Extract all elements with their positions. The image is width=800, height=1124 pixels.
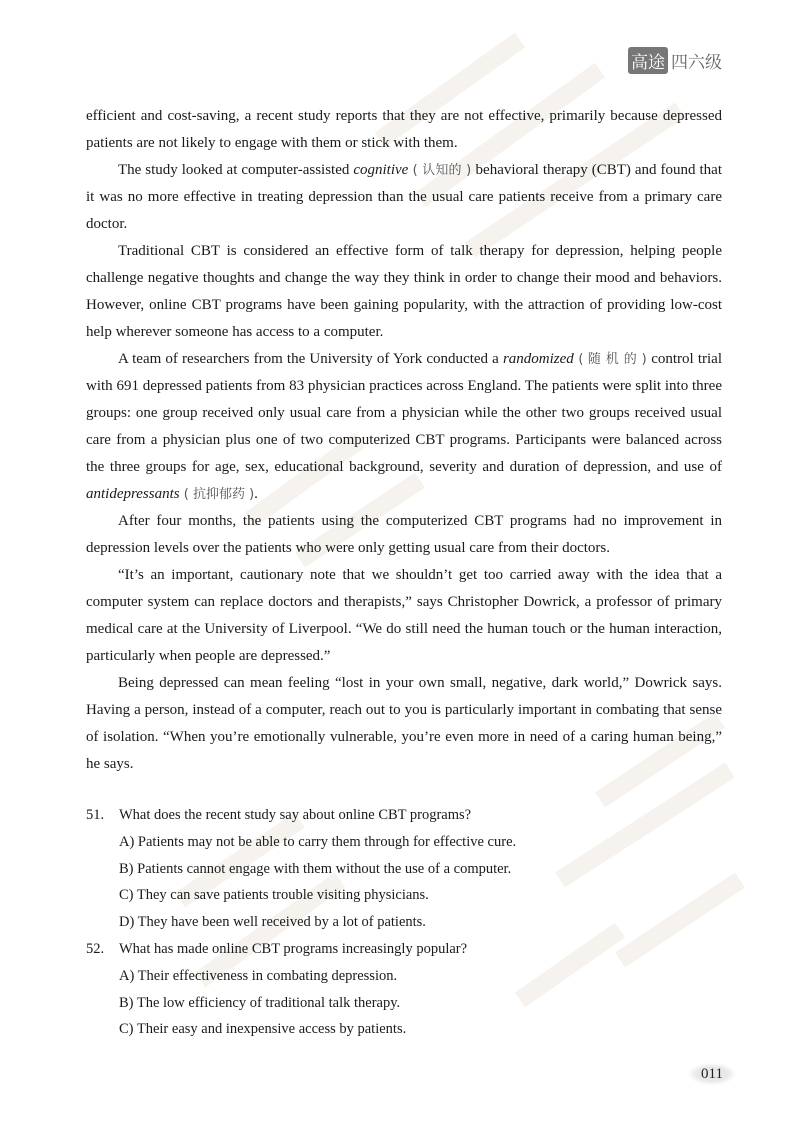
option-d: D) They have been well received by a lot of patients. [119, 914, 426, 931]
paragraph-7: Being depressed can mean feeling “lost in your own small, negative, dark world,” Dowrick says. Having a person, instead of a computer, reach out to you is particularly important in combating that sense of isolation. “When you’re emotionally vulnerable, you’re even more in need of a caring human being,” he says. [86, 675, 722, 772]
term-cognitive: cognitive [353, 162, 409, 178]
question-number: 51. [86, 807, 105, 823]
option-b: B) Patients cannot engage with them without the use of a computer. [119, 860, 512, 877]
logo-box: 高途 [628, 47, 668, 74]
question-list [86, 802, 722, 1043]
term-randomized: randomized [502, 351, 574, 367]
translation-randomized: ( 随 机 的 ) [573, 352, 652, 367]
translation-antidepressants: ( 抗抑郁药 ) [179, 487, 255, 502]
paragraph-2: The study looked at computer-assisted cognitive ( 认知的 ) behavioral therapy (CBT) and found that it was no more effective in treating depression than the usual care patients receive from a primary care doctor. [86, 162, 722, 232]
option-a: A) Their effectiveness in combating depression. [119, 967, 398, 984]
paragraph-4: A team of researchers from the University of York conducted a randomized ( 随 机 的 ) control trial with 691 depressed patients from 83 physician practices across England. The patients were split into three groups: one group received only usual care from a physician while the other two groups received usual care from a physician plus one of two computerized CBT programs. Participants were balanced across the three groups for age, sex, educational background, severity and duration of depression, and use of antidepressants ( 抗抑郁药 ). [86, 351, 722, 502]
translation-cognitive: ( 认知的 ) [408, 163, 476, 178]
option-a: A) Patients may not be able to carry them through for effective cure. [119, 833, 517, 850]
question-text: What has made online CBT programs increasingly popular? [119, 940, 468, 957]
term-antidepressants: antidepressants [86, 486, 180, 502]
reading-passage [86, 103, 722, 778]
question-number: 52. [86, 940, 105, 957]
logo-text: 四六级 [671, 53, 722, 73]
option-c: C) They can save patients trouble visiting physicians. [119, 887, 429, 904]
page-number: 011 [688, 1063, 736, 1085]
paragraph-1: efficient and cost-saving, a recent study reports that they are not effective, primarily because depressed patients are not likely to engage with them or stick with them. [86, 108, 722, 151]
option-c: C) Their easy and inexpensive access by patients. [119, 1021, 407, 1038]
paragraph-6: “It’s an important, cautionary note that we shouldn’t get too carried away with the idea that a computer system can replace doctors and therapists,” says Christopher Dowrick, a professor of primary medical care at the University of Liverpool. “We do still need the human touch or the human interaction, particularly when people are depressed.” [86, 567, 722, 664]
option-b: B) The low efficiency of traditional talk therapy. [119, 994, 401, 1011]
paragraph-3: Traditional CBT is considered an effective form of talk therapy for depression, helping people challenge negative thoughts and change the way they think in order to change their mood and behaviors. However, online CBT programs have been gaining popularity, with the attraction of providing low-cost help wherever someone has access to a computer. [86, 243, 722, 340]
paragraph-5: After four months, the patients using the computerized CBT programs had no improvement in depression levels over the patients who were only getting usual care from their doctors. [86, 513, 722, 556]
brand-logo [628, 47, 722, 74]
question-51 [86, 802, 722, 936]
question-52 [86, 936, 722, 1043]
question-text: What does the recent study say about online CBT programs? [119, 807, 472, 823]
